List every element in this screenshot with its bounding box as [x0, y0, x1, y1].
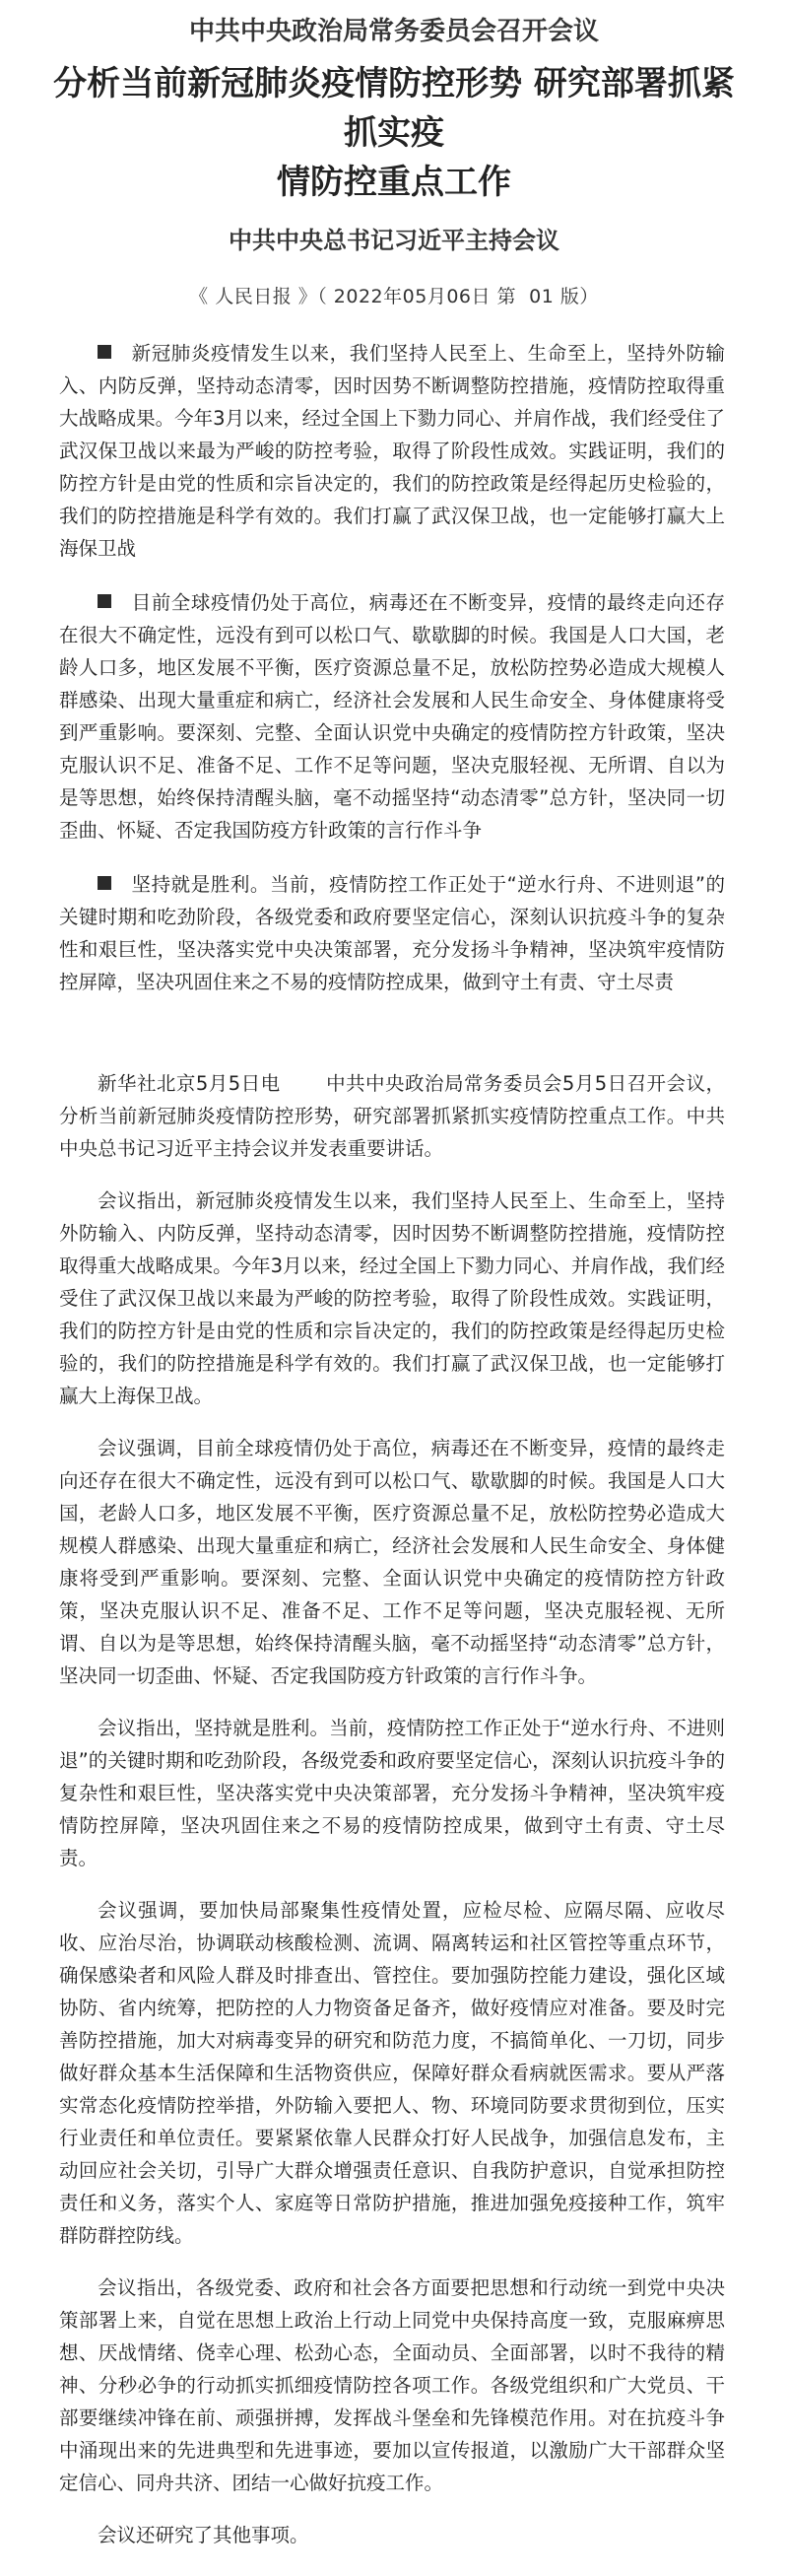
square-bullet-icon: [98, 594, 111, 608]
body-paragraph: 会议强调，要加快局部聚集性疫情处置，应检尽检、应隔尽隔、应收尽收、应治尽治，协调联动核酸检测、流调、隔离转运和社区管控等重点环节，确保感染者和风险人群及时排查出、管控住。要加强防控能力建设，强化区域协防、省内统筹，把防控的人力物资备足备齐，做好疫情应对准备。要及时完善防控措施，加大对病毒变异的研究和防范力度，不搞简单化、一刀切，同步做好群众基本生活保障和生活物资供应，保障好群众看病就医需求。要从严落实常态化疫情防控举措，外防输入要把人、物、环境同防要求贯彻到位，压实行业责任和单位责任。要紧紧依靠人民群众打好人民战争，加强信息发布，主动回应社会关切，引导广大群众增强责任意识、自我防护意识，自觉承担防控责任和义务，落实个人、家庭等日常防护措施，推进加强免疫接种工作，筑牢群防群控防线。: [59, 1899, 725, 2247]
body-paragraph: 会议强调，目前全球疫情仍处于高位，病毒还在不断变异，疫情的最终走向还存在很大不确定性，远没有到可以松口气、歇歇脚的时候。我国是人口大国，老龄人口多，地区发展不平衡，医疗资源总量不足，放松防控势必造成大规模人群感染、出现大量重症和病亡，经济社会发展和人民生命安全、身体健康将受到严重影响。要深刻、完整、全面认识党中央确定的疫情防控方针政策，坚决克服认识不足、准备不足、工作不足等问题，坚决克服轻视、无所谓、自以为是等思想，始终保持清醒头脑，毫不动摇坚持“动态清零”总方针，坚决同一切歪曲、怀疑、否定我国防疫方针政策的言行作斗争。: [59, 1437, 725, 1687]
main-headline-line1: 分析当前新冠肺炎疫情防控形势 研究部署抓紧抓实疫: [53, 64, 735, 153]
article-body: [0, 1067, 788, 2551]
main-headline-line2: 情防控重点工作: [277, 163, 511, 202]
square-bullet-icon: [98, 876, 111, 890]
source-line: [0, 282, 788, 311]
article-header: [0, 0, 788, 311]
highlight-item: 坚持就是胜利。当前，疫情防控工作正处于“逆水行舟、不进则退”的关键时期和吃劲阶段，各级党委和政府要坚定信心，深刻认识抗疫斗争的复杂性和艰巨性，坚决落实党中央决策部署，充分发扬斗争精神，坚决筑牢疫情防控屏障，坚决巩固住来之不易的疫情防控成果，做到守土有责、守土尽责: [59, 873, 725, 993]
kicker-title: 中共中央政治局常务委员会召开会议: [188, 17, 599, 46]
highlight-item: 新冠肺炎疫情发生以来，我们坚持人民至上、生命至上，坚持外防输入、内防反弹，坚持动态清零，因时因势不断调整防控措施，疫情防控取得重大战略成果。今年3月以来，经过全国上下勠力同心、并肩作战，我们经受住了武汉保卫战以来最为严峻的防控考验，取得了阶段性成效。实践证明，我们的防控方针是由党的性质和宗旨决定的，我们的防控政策是经得起历史检验的，我们的防控措施是科学有效的。我们打赢了武汉保卫战，也一定能够打赢大上海保卫战: [59, 342, 725, 560]
lead-paragraph: [59, 1067, 725, 1165]
highlight-item: 目前全球疫情仍处于高位，病毒还在不断变异，疫情的最终走向还存在很大不确定性，远没有到可以松口气、歇歇脚的时候。我国是人口大国，老龄人口多，地区发展不平衡，医疗资源总量不足，放松防控势必造成大规模人群感染、出现大量重症和病亡，经济社会发展和人民生命安全、身体健康将受到严重影响。要深刻、完整、全面认识党中央确定的疫情防控方针政策，坚决克服认识不足、准备不足、工作不足等问题，坚决克服轻视、无所谓、自以为是等思想，始终保持清醒头脑，毫不动摇坚持“动态清零”总方针，坚决同一切歪曲、怀疑、否定我国防疫方针政策的言行作斗争: [59, 591, 725, 842]
source-page: 第 01 版）: [496, 286, 599, 307]
dateline: 新华社北京5月5日电: [98, 1072, 281, 1095]
closing-paragraph: 会议还研究了其他事项。: [98, 2524, 309, 2546]
body-paragraph: 会议指出，坚持就是胜利。当前，疫情防控工作正处于“逆水行舟、不进则退”的关键时期和吃劲阶段，各级党委和政府要坚定信心，深刻认识抗疫斗争的复杂性和艰巨性，坚决落实党中央决策部署，充分发扬斗争精神，坚决筑牢疫情防控屏障，坚决巩固住来之不易的疫情防控成果，做到守土有责、守土尽责。: [59, 1717, 725, 1869]
square-bullet-icon: [98, 345, 111, 359]
lead-text: 中共中央政治局常务委员会5月5日召开会议，分析当前新冠肺炎疫情防控形势，研究部署抓紧抓实疫情防控重点工作。中共中央总书记习近平主持会议并发表重要讲话。: [59, 1072, 725, 1160]
body-paragraph: 会议指出，新冠肺炎疫情发生以来，我们坚持人民至上、生命至上，坚持外防输入、内防反弹，坚持动态清零，因时因势不断调整防控措施，疫情防控取得重大战略成果。今年3月以来，经过全国上下勠力同心、并肩作战，我们经受住了武汉保卫战以来最为严峻的防控考验，取得了阶段性成效。实践证明，我们的防控方针是由党的性质和宗旨决定的，我们的防控政策是经得起历史检验的，我们的防控措施是科学有效的。我们打赢了武汉保卫战，也一定能够打赢大上海保卫战。: [59, 1189, 725, 1407]
body-paragraph: 会议指出，各级党委、政府和社会各方面要把思想和行动统一到党中央决策部署上来，自觉在思想上政治上行动上同党中央保持高度一致，克服麻痹思想、厌战情绪、侥幸心理、松劲心态，全面动员、全面部署，以时不我待的精神、分秒必争的行动抓实抓细疫情防控各项工作。各级党组织和广大党员、干部要继续冲锋在前、顽强拼搏，发挥战斗堡垒和先锋模范作用。对在抗疫斗争中涌现出来的先进典型和先进事迹，要加以宣传报道，以激励广大干部群众坚定信心、同舟共济、团结一心做好抗疫工作。: [59, 2276, 725, 2494]
highlights-section: [0, 337, 788, 998]
source-paper: 《 人民日报 》: [189, 286, 318, 307]
subtitle: 中共中央总书记习近平主持会议: [229, 226, 559, 254]
main-headline: [39, 59, 749, 207]
source-date: （ 2022年05月06日: [317, 286, 491, 307]
